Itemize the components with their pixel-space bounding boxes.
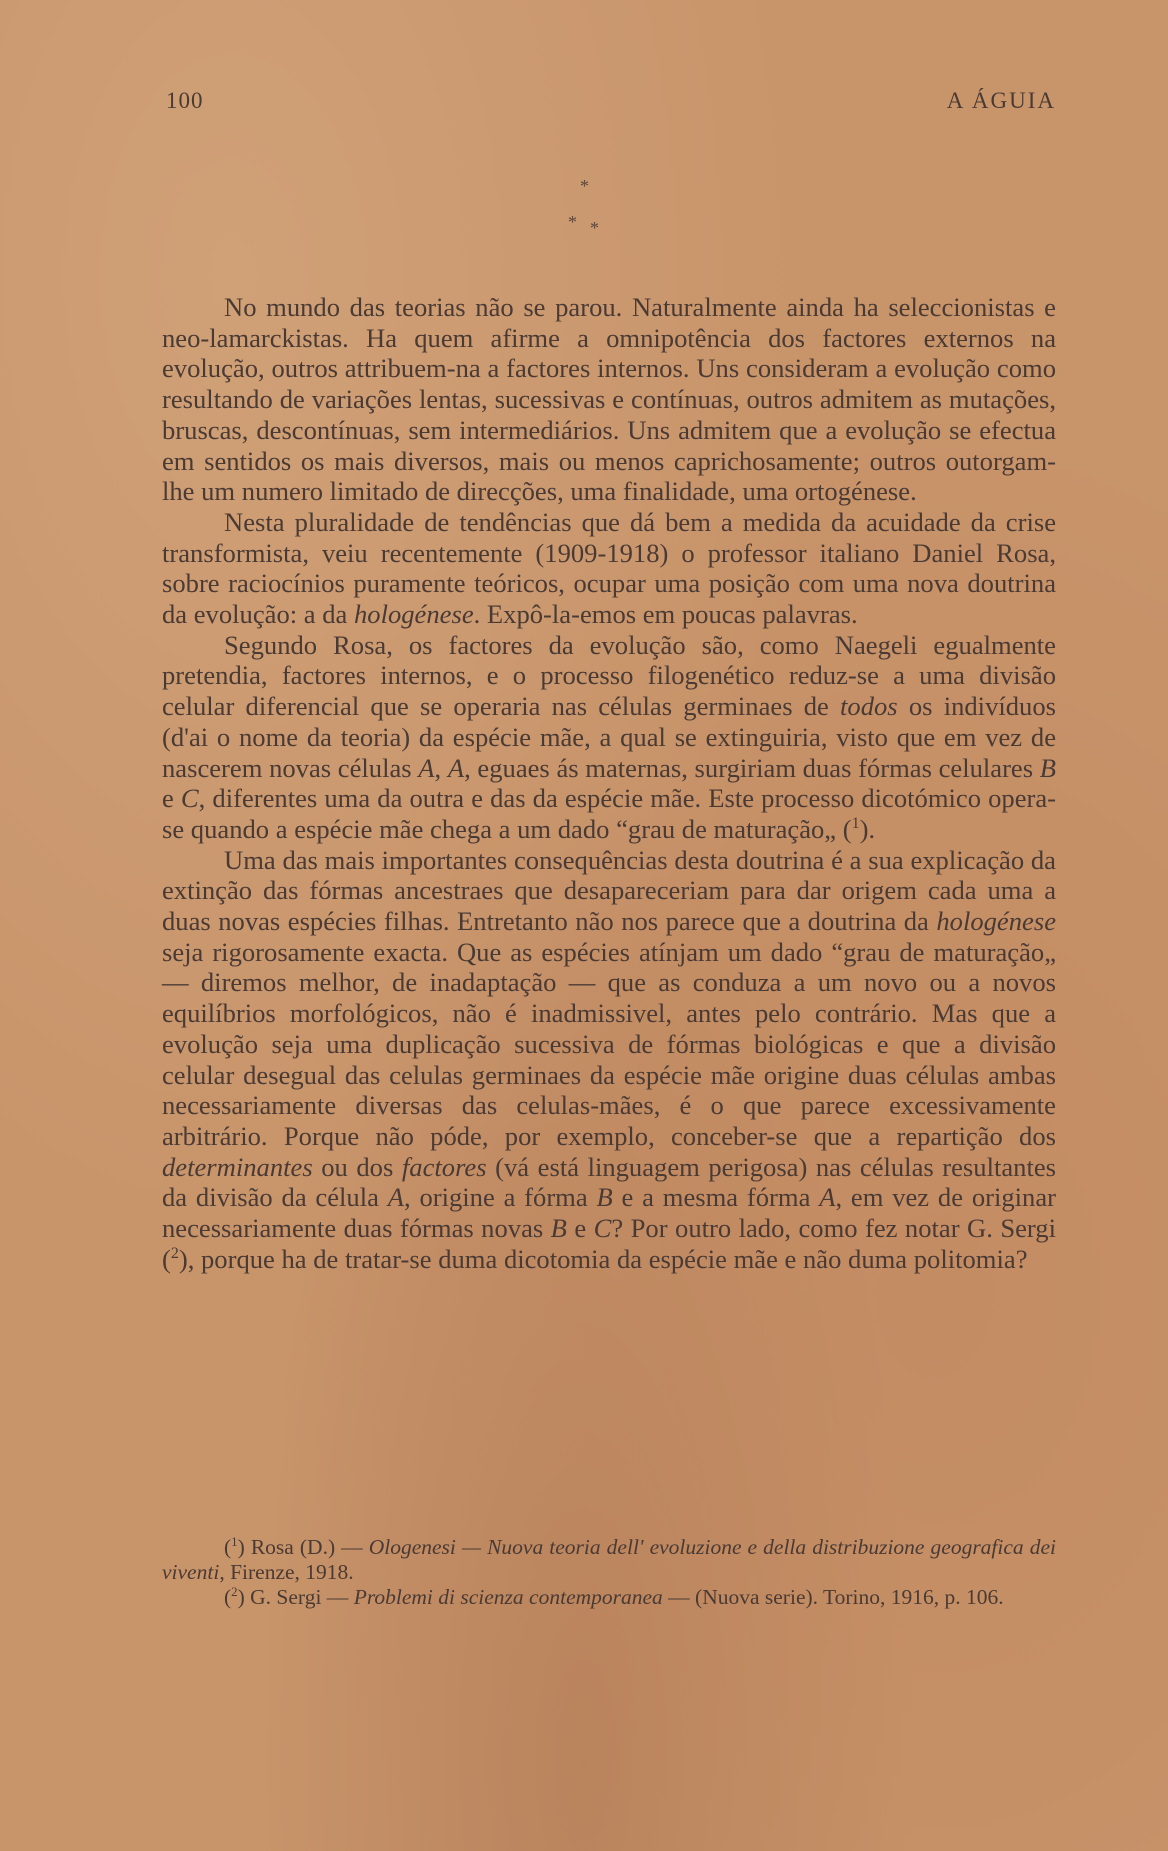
text-run: ). bbox=[859, 813, 876, 844]
text-run: ) Rosa (D.) — bbox=[237, 1535, 369, 1559]
text-run: ( bbox=[224, 1585, 232, 1609]
page-header bbox=[166, 88, 1056, 118]
asterism-star: * bbox=[590, 218, 599, 238]
body-paragraph bbox=[162, 630, 1056, 845]
text-run: Nesta pluralidade de tendências que dá bem a medida da acuidade da crise transformista, veiu recentemente (1909-1918) o professor italiano Daniel Rosa, sobre raciocínios puramente teóricos, ocupar uma posição com uma nova doutrina da evolução: a da bbox=[162, 506, 1056, 630]
footnotes bbox=[162, 1535, 1056, 1610]
italic-text: B bbox=[596, 1182, 613, 1213]
text-run: , bbox=[434, 752, 448, 783]
text-run: e a mesma fórma bbox=[612, 1182, 820, 1213]
footnote-ref: 1 bbox=[231, 1534, 238, 1549]
footnote bbox=[162, 1535, 1056, 1585]
italic-text: hologénese bbox=[353, 599, 474, 630]
asterism-star: * bbox=[580, 176, 589, 196]
footnote-ref: 2 bbox=[231, 1584, 238, 1599]
text-run: . Expô-la-emos em poucas palavras. bbox=[473, 599, 858, 630]
italic-text: Ologenesi — Nuova teoria dell' evoluzione e della distribuzione geografica dei viventi bbox=[162, 1535, 1056, 1584]
italic-text: B bbox=[550, 1213, 567, 1244]
text-run: , origine a fórma bbox=[403, 1182, 597, 1213]
italic-text: determinantes bbox=[162, 1151, 313, 1182]
text-run: ), porque ha de tratar-se duma dicotomia da espécie mãe e não duma politomia? bbox=[178, 1243, 1028, 1274]
body-paragraph bbox=[162, 507, 1056, 630]
italic-text: Problemi di scienza contemporanea bbox=[353, 1585, 663, 1609]
text-run: Segundo Rosa, os factores da evolução são, como Naegeli egualmente pretendia, factores internos, e o processo filogenético reduz-se a uma divisão celular diferencial que se operaria nas células germinaes de bbox=[162, 629, 1056, 722]
body-paragraph bbox=[162, 292, 1056, 507]
text-run: ou dos bbox=[312, 1151, 402, 1182]
italic-text: A bbox=[819, 1182, 836, 1213]
text-run: — (Nuova serie). Torino, 1916, p. 106. bbox=[662, 1585, 1004, 1609]
text-run: e bbox=[566, 1213, 594, 1244]
body-text bbox=[162, 292, 1056, 1275]
footnote-ref: 2 bbox=[170, 1244, 179, 1262]
text-run: ) G. Sergi — bbox=[237, 1585, 354, 1609]
text-run: Uma das mais importantes consequências desta doutrina é a sua explicação da extinção das fórmas ancestraes que desapareceriam para dar origem cada uma a duas novas espécies filhas. Entretanto não nos parece que a doutrina da bbox=[162, 844, 1056, 937]
text-run: , Firenze, 1918. bbox=[219, 1560, 354, 1584]
italic-text: hologénese bbox=[936, 906, 1056, 937]
italic-text: A bbox=[418, 752, 435, 783]
text-run: (vá está linguagem perigosa) nas células resultantes da divisão da célula bbox=[162, 1151, 1057, 1213]
text-run: , diferentes uma da outra e das da espécie mãe. Este processo dicotómico opera-se quando a espécie mãe chega a um dado “grau de maturação„ ( bbox=[162, 783, 1057, 844]
text-run: e bbox=[162, 783, 181, 814]
italic-text: C bbox=[180, 783, 199, 814]
text-run: ( bbox=[224, 1535, 232, 1559]
text-run: os indivíduos (d'ai o nome da teoria) da espécie mãe, a qual se extinguiria, visto que em vez de nascerem novas células bbox=[162, 691, 1056, 783]
italic-text: todos bbox=[840, 691, 898, 722]
text-run: ? Por outro lado, como fez notar G. Sergi ( bbox=[162, 1213, 1056, 1274]
footnote bbox=[162, 1585, 1056, 1610]
asterism-star: * bbox=[568, 212, 577, 232]
text-run: seja rigorosamente exacta. Que as espécies atínjam um dado “grau de maturação„ — diremos melhor, de inadaptação — que as conduza a um novo ou a novos equilíbrios morfológicos, não é inadmissivel, antes pelo contrário. Mas que a evolução seja uma duplicação sucessiva de fórmas biológicas e que a divisão celular desegual das celulas germinaes da espécie mãe origine duas células ambas necessariamente diversas das celulas-mães, é o que parece excessivamente arbitrário. Porque não póde, por exemplo, conceber-se que a repartição dos bbox=[162, 936, 1056, 1151]
page-number: 100 bbox=[166, 88, 204, 113]
italic-text: B bbox=[1039, 752, 1057, 783]
italic-text: C bbox=[593, 1213, 612, 1244]
italic-text: factores bbox=[401, 1151, 487, 1182]
text-run: No mundo das teorias não se parou. Naturalmente ainda ha seleccionistas e neo-lamarckistas. Ha quem afirme a omnipotência dos factores externos na evolução, outros attribuem-na a factores internos. Uns consideram a evolução como resultando de variações lentas, sucessivas e contínuas, outros admitem as mutações, bruscas, descontínuas, sem intermediários. Uns admitem que a evolução se efectua em sentidos os mais diversos, mais ou menos caprichosamente; outros outorgam-lhe um numero limitado de direcções, uma finalidade, uma ortogénese. bbox=[162, 292, 1056, 507]
body-paragraph bbox=[162, 845, 1056, 1275]
running-title: A ÁGUIA bbox=[946, 88, 1056, 113]
asterism-ornament bbox=[560, 176, 620, 236]
text-run: , em vez de originar necessariamente duas fórmas novas bbox=[162, 1182, 1056, 1244]
footnote-ref: 1 bbox=[851, 815, 860, 833]
italic-text: A bbox=[387, 1182, 404, 1213]
italic-text: A bbox=[447, 752, 465, 783]
text-run: , eguaes ás maternas, surgiriam duas fórmas celulares bbox=[464, 752, 1040, 783]
